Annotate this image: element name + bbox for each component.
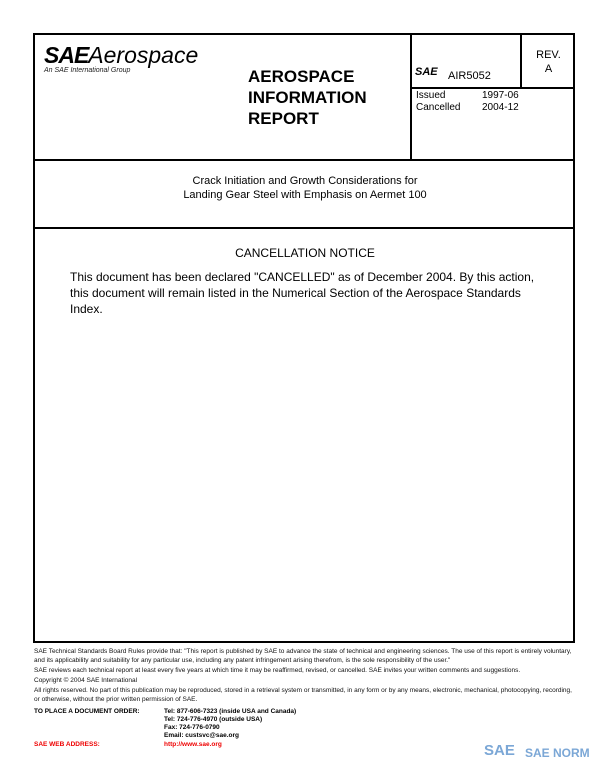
- web-address-link[interactable]: http://www.sae.org: [164, 741, 222, 748]
- document-type: [248, 66, 367, 129]
- divider: [410, 33, 412, 160]
- divider: [33, 159, 575, 161]
- rev-value: A: [544, 63, 553, 75]
- cancelled-label: Cancelled: [416, 102, 461, 113]
- footer-rights: All rights reserved. No part of this publication may be reproduced, stored in a retrieval system or transmitted, in any form or by any means, electronic, mechanical, photocopying, recording, or otherwise, without the prior written permission of SAE.: [34, 687, 572, 703]
- title-line: Landing Gear Steel with Emphasis on Aermet 100: [183, 189, 427, 201]
- title-line: Crack Initiation and Growth Considerations for: [192, 175, 418, 187]
- doc-type-line: INFORMATION: [248, 88, 367, 107]
- web-address-label: SAE WEB ADDRESS:: [34, 741, 100, 748]
- footer-rules: SAE Technical Standards Board Rules provide that: "This report is published by SAE to advance the state of technical and engineering sciences. The use of this report is entirely voluntary, and its applicability and suitability for any particular use, including any patent infringement arising therefrom, is the sole responsibility of the user.": [34, 648, 572, 664]
- sae-norm-watermark-mark: SAE: [484, 742, 515, 759]
- notice-heading: CANCELLATION NOTICE: [235, 246, 375, 260]
- sae-mark: SAE: [415, 66, 438, 78]
- divider: [33, 227, 575, 229]
- doc-type-line: REPORT: [248, 109, 319, 128]
- document-number: AIR5052: [448, 70, 491, 82]
- issued-value: 1997-06: [482, 90, 519, 101]
- order-email[interactable]: Email: custsvc@sae.org: [164, 732, 239, 739]
- footer-copyright: Copyright © 2004 SAE International: [34, 677, 138, 684]
- order-fax: Fax: 724-776-0790: [164, 724, 220, 731]
- revision: [520, 48, 577, 76]
- order-tel-inside: Tel: 877-606-7323 (inside USA and Canada): [164, 708, 297, 715]
- logo-tagline: An SAE International Group: [44, 67, 131, 74]
- logo-brand: SAE: [44, 42, 89, 68]
- order-tel-outside: Tel: 724-776-4970 (outside USA): [164, 716, 263, 723]
- notice-body: This document has been declared "CANCELLED" as of December 2004. By this action, this document will remain listed in the Numerical Section of the Aerospace Standards Index.: [70, 270, 535, 316]
- issued-label: Issued: [416, 90, 446, 101]
- sae-aerospace-logo: [44, 42, 198, 69]
- document-title: [35, 174, 575, 202]
- divider: [410, 87, 575, 89]
- logo-name: Aerospace: [88, 42, 199, 68]
- order-label: TO PLACE A DOCUMENT ORDER:: [34, 708, 140, 715]
- cancelled-value: 2004-12: [482, 102, 519, 113]
- document-dates: [416, 90, 548, 114]
- sae-norm-watermark-text: SAE NORM: [525, 746, 590, 760]
- footer-review: SAE reviews each technical report at least every five years at which time it may be reaffirmed, revised, or cancelled. SAE invites your written comments and suggestions.: [34, 667, 521, 674]
- rev-label: REV.: [536, 49, 561, 61]
- doc-type-line: AEROSPACE: [248, 67, 355, 86]
